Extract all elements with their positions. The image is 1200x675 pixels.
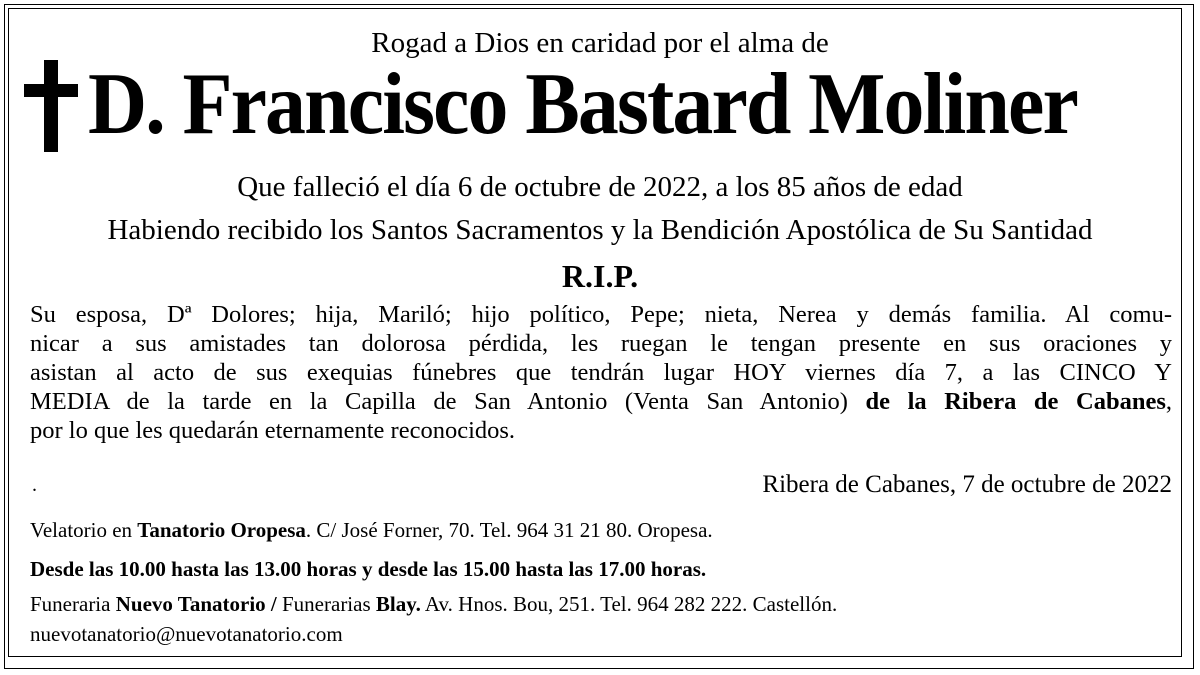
announcement-body xyxy=(30,300,1172,445)
footer-text: Velatorio en xyxy=(30,518,138,542)
body-line xyxy=(30,387,1172,416)
wake-place: Tanatorio Oropesa xyxy=(137,518,306,542)
funeral-home-info xyxy=(30,591,1180,617)
place-date: Ribera de Cabanes, 7 de octubre de 2022 xyxy=(762,471,1172,498)
funeral-home-name-2: Blay. xyxy=(375,592,421,616)
body-text-segment: , xyxy=(1165,388,1172,415)
sacraments-line: Habiendo recibido los Santos Sacramentos y la Bendición Apostólica de Su Santidad xyxy=(107,214,1093,246)
footer-text: Av. Hnos. Bou, 251. Tel. 964 282 222. Castellón. xyxy=(420,592,838,616)
footer-text: Funerarias xyxy=(276,592,376,616)
hours-text: Desde las 10.00 hasta las 13.00 horas y desde las 15.00 hasta las 17.00 horas. xyxy=(30,557,707,581)
deceased-name: D. Francisco Bastard Moliner xyxy=(88,56,1077,153)
footer-text: Funeraria xyxy=(30,592,116,616)
body-line: Su esposa, Dª Dolores; hija, Mariló; hijo político, Pepe; nieta, Nerea y demás familia. Al comu- xyxy=(30,301,1172,328)
rip-heading: R.I.P. xyxy=(561,258,639,294)
deceased-header xyxy=(22,58,1182,158)
body-text-segment: MEDIA de la tarde en la Capilla de San Antonio (Venta San Antonio) xyxy=(30,388,866,415)
ceremony-location: de la Ribera de Cabanes xyxy=(865,388,1166,415)
footer-text: . C/ José Forner, 70. Tel. 964 31 21 80. Oropesa. xyxy=(305,518,713,542)
intro-line: Rogad a Dios en caridad por el alma de xyxy=(371,27,829,59)
visiting-hours xyxy=(30,556,1180,582)
wake-info xyxy=(30,517,1180,543)
cross-icon xyxy=(22,60,82,152)
stray-dot: . xyxy=(32,474,37,496)
body-line: nicar a sus amistades tan dolorosa pérdida, les ruegan le tengan presente en sus oraciones y xyxy=(30,330,1172,357)
funeral-home-name: Nuevo Tanatorio / xyxy=(115,592,277,616)
body-line: por lo que les quedarán eternamente reconocidos. xyxy=(30,417,516,444)
death-line: Que falleció el día 6 de octubre de 2022, a los 85 años de edad xyxy=(237,171,963,203)
contact-email: nuevotanatorio@nuevotanatorio.com xyxy=(30,622,343,646)
body-line: asistan al acto de sus exequias fúnebres que tendrán lugar HOY viernes día 7, a las CINCO Y xyxy=(30,359,1172,386)
